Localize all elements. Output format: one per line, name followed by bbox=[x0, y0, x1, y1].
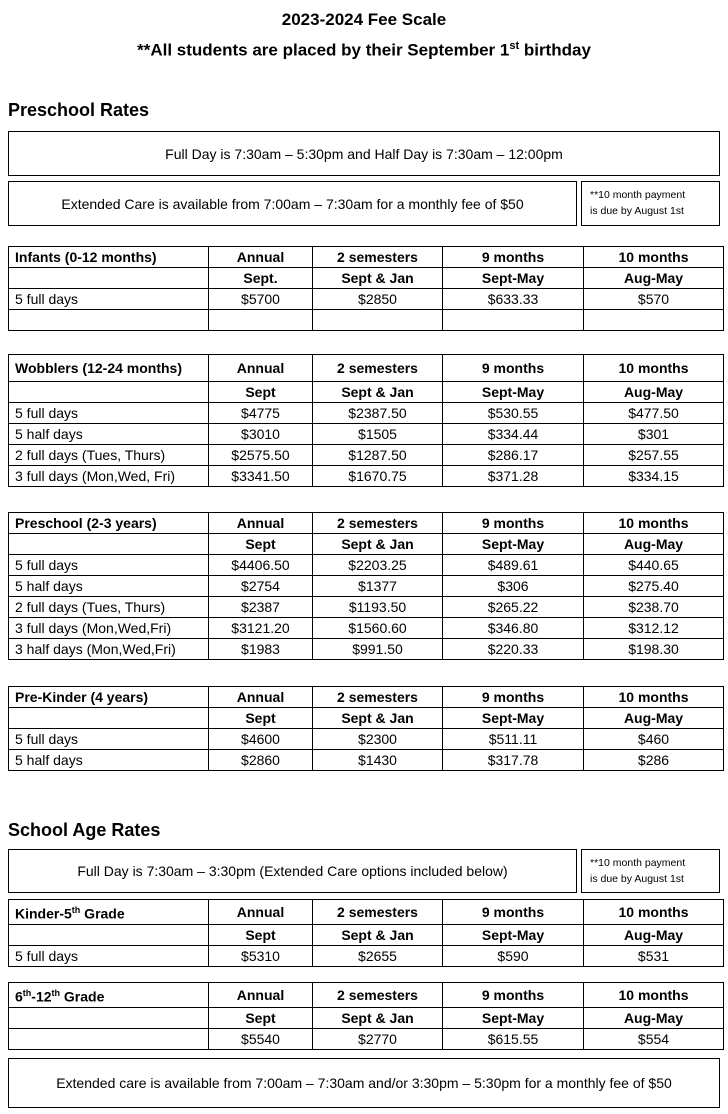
subheader-sept-jan: Sept & Jan bbox=[313, 924, 443, 945]
cell-10-months: $554 bbox=[584, 1028, 724, 1049]
cell-10-months: $312.12 bbox=[584, 618, 724, 639]
subheader-sept: Sept bbox=[209, 534, 313, 555]
cell-annual: $4600 bbox=[209, 729, 313, 750]
header-9-months: 9 months bbox=[443, 900, 584, 925]
cell-annual: $3341.50 bbox=[209, 466, 313, 487]
cell-semesters: $2655 bbox=[313, 945, 443, 966]
subtitle-text: **All students are placed by their September 1 bbox=[137, 40, 510, 60]
table-row bbox=[9, 945, 724, 966]
cell-annual: $2575.50 bbox=[209, 445, 313, 466]
subheader-sept: Sept bbox=[209, 382, 313, 403]
grade-6-12-label bbox=[9, 983, 209, 1008]
prekinder-label: Pre-Kinder (4 years) bbox=[9, 687, 209, 708]
subheader-aug-may: Aug-May bbox=[584, 1007, 724, 1028]
header-10-months: 10 months bbox=[584, 687, 724, 708]
cell-9-months: $371.28 bbox=[443, 466, 584, 487]
subheader-sept-jan: Sept & Jan bbox=[313, 1007, 443, 1028]
label-text-end: Grade bbox=[80, 905, 125, 922]
header-annual: Annual bbox=[209, 900, 313, 925]
row-label: 3 full days (Mon,Wed, Fri) bbox=[9, 466, 209, 487]
cell-semesters: $1505 bbox=[313, 424, 443, 445]
subheader-aug-may: Aug-May bbox=[584, 534, 724, 555]
prekinder-table bbox=[8, 686, 724, 771]
label-sup: th bbox=[22, 988, 32, 998]
cell-10-months: $198.30 bbox=[584, 639, 724, 660]
header-10-months: 10 months bbox=[584, 355, 724, 382]
cell-annual: $1983 bbox=[209, 639, 313, 660]
cell-annual: $2860 bbox=[209, 750, 313, 771]
table-subheader-row bbox=[9, 534, 724, 555]
header-9-months: 9 months bbox=[443, 247, 584, 268]
cell-semesters: $1287.50 bbox=[313, 445, 443, 466]
table-row bbox=[9, 729, 724, 750]
cell-9-months: $346.80 bbox=[443, 618, 584, 639]
cell-9-months: $334.44 bbox=[443, 424, 584, 445]
subheader-sept-jan: Sept & Jan bbox=[313, 534, 443, 555]
extended-care-box: Extended Care is available from 7:00am – 7:30am for a monthly fee of $50 bbox=[8, 181, 577, 226]
row-label: 5 half days bbox=[9, 424, 209, 445]
table-row bbox=[9, 466, 724, 487]
cell-9-months: $489.61 bbox=[443, 555, 584, 576]
subheader-sept-may: Sept-May bbox=[443, 534, 584, 555]
header-semesters: 2 semesters bbox=[313, 247, 443, 268]
subheader-sept: Sept bbox=[209, 708, 313, 729]
header-9-months: 9 months bbox=[443, 687, 584, 708]
subheader-sept-may: Sept-May bbox=[443, 268, 584, 289]
row-label bbox=[9, 1028, 209, 1049]
cell-annual: $2387 bbox=[209, 597, 313, 618]
table-row bbox=[9, 750, 724, 771]
cell-semesters: $2300 bbox=[313, 729, 443, 750]
cell-annual: $4775 bbox=[209, 403, 313, 424]
preschool-2-3-label: Preschool (2-3 years) bbox=[9, 513, 209, 534]
subheader-sept-may: Sept-May bbox=[443, 708, 584, 729]
table-subheader-row bbox=[9, 1007, 724, 1028]
school-age-heading: School Age Rates bbox=[8, 820, 161, 840]
table-row-empty bbox=[9, 310, 724, 331]
subheader-aug-may: Aug-May bbox=[584, 708, 724, 729]
row-label: 2 full days (Tues, Thurs) bbox=[9, 445, 209, 466]
subheader-sept-may: Sept-May bbox=[443, 1007, 584, 1028]
cell-annual: $3121.20 bbox=[209, 618, 313, 639]
cell-10-months: $460 bbox=[584, 729, 724, 750]
header-annual: Annual bbox=[209, 687, 313, 708]
preschool-heading: Preschool Rates bbox=[8, 100, 150, 120]
table-header-row bbox=[9, 900, 724, 925]
label-sup: th bbox=[51, 988, 61, 998]
school-age-note-box bbox=[581, 849, 720, 893]
cell-semesters: $1377 bbox=[313, 576, 443, 597]
subtitle-text-end: birthday bbox=[519, 40, 591, 60]
cell-semesters: $1430 bbox=[313, 750, 443, 771]
cell-10-months: $301 bbox=[584, 424, 724, 445]
cell-9-months: $317.78 bbox=[443, 750, 584, 771]
cell-10-months: $334.15 bbox=[584, 466, 724, 487]
row-label: 3 half days (Mon,Wed,Fri) bbox=[9, 639, 209, 660]
note-line-2: is due by August 1st bbox=[590, 205, 684, 217]
cell-9-months: $615.55 bbox=[443, 1028, 584, 1049]
header-9-months: 9 months bbox=[443, 355, 584, 382]
school-age-hours-box: Full Day is 7:30am – 3:30pm (Extended Care options included below) bbox=[8, 849, 577, 893]
row-label: 5 full days bbox=[9, 555, 209, 576]
subheader-sept: Sept bbox=[209, 1007, 313, 1028]
subheader-sept: Sept bbox=[209, 924, 313, 945]
note-line-1: **10 month payment bbox=[590, 857, 686, 869]
payment-note-box bbox=[581, 181, 720, 226]
cell-10-months: $531 bbox=[584, 945, 724, 966]
row-label: 5 half days bbox=[9, 750, 209, 771]
table-subheader-row bbox=[9, 382, 724, 403]
row-label: 5 full days bbox=[9, 729, 209, 750]
subheader-sept-jan: Sept & Jan bbox=[313, 708, 443, 729]
cell-annual: $5540 bbox=[209, 1028, 313, 1049]
cell-10-months: $286 bbox=[584, 750, 724, 771]
table-subheader-row bbox=[9, 268, 724, 289]
cell-10-months: $570 bbox=[584, 289, 724, 310]
table-row bbox=[9, 576, 724, 597]
cell-10-months: $440.65 bbox=[584, 555, 724, 576]
header-semesters: 2 semesters bbox=[313, 687, 443, 708]
subheader-sept-jan: Sept & Jan bbox=[313, 382, 443, 403]
cell-semesters: $2203.25 bbox=[313, 555, 443, 576]
row-label: 3 full days (Mon,Wed,Fri) bbox=[9, 618, 209, 639]
subheader-aug-may: Aug-May bbox=[584, 268, 724, 289]
row-label: 5 full days bbox=[9, 403, 209, 424]
cell-semesters: $2387.50 bbox=[313, 403, 443, 424]
header-annual: Annual bbox=[209, 983, 313, 1008]
wobblers-table bbox=[8, 354, 724, 487]
header-semesters: 2 semesters bbox=[313, 983, 443, 1008]
header-10-months: 10 months bbox=[584, 513, 724, 534]
table-row bbox=[9, 618, 724, 639]
cell-9-months: $633.33 bbox=[443, 289, 584, 310]
header-10-months: 10 months bbox=[584, 247, 724, 268]
cell-annual: $3010 bbox=[209, 424, 313, 445]
preschool-hours-box: Full Day is 7:30am – 5:30pm and Half Day is 7:30am – 12:00pm bbox=[8, 131, 720, 176]
preschool-2-3-table bbox=[8, 512, 724, 660]
subheader-aug-may: Aug-May bbox=[584, 924, 724, 945]
row-label: 5 full days bbox=[9, 945, 209, 966]
header-semesters: 2 semesters bbox=[313, 513, 443, 534]
table-subheader-row bbox=[9, 708, 724, 729]
table-row bbox=[9, 555, 724, 576]
label-text-end: Grade bbox=[60, 988, 105, 1005]
cell-annual: $5700 bbox=[209, 289, 313, 310]
cell-semesters: $1670.75 bbox=[313, 466, 443, 487]
table-subheader-row bbox=[9, 924, 724, 945]
cell-9-months: $530.55 bbox=[443, 403, 584, 424]
label-sup: th bbox=[71, 905, 81, 915]
row-label: 5 half days bbox=[9, 576, 209, 597]
cell-10-months: $477.50 bbox=[584, 403, 724, 424]
label-text: Kinder-5 bbox=[15, 905, 72, 922]
header-9-months: 9 months bbox=[443, 513, 584, 534]
table-header-row bbox=[9, 687, 724, 708]
table-row bbox=[9, 1028, 724, 1049]
table-header-row bbox=[9, 355, 724, 382]
row-label: 5 full days bbox=[9, 289, 209, 310]
cell-annual: $5310 bbox=[209, 945, 313, 966]
infants-table bbox=[8, 246, 724, 331]
cell-9-months: $220.33 bbox=[443, 639, 584, 660]
table-row bbox=[9, 403, 724, 424]
grade-6-12-table bbox=[8, 982, 724, 1050]
wobblers-label: Wobblers (12-24 months) bbox=[9, 355, 209, 382]
header-annual: Annual bbox=[209, 247, 313, 268]
note-line-2: is due by August 1st bbox=[590, 873, 684, 885]
subheader-sept-jan: Sept & Jan bbox=[313, 268, 443, 289]
table-row bbox=[9, 424, 724, 445]
cell-semesters: $2770 bbox=[313, 1028, 443, 1049]
label-text: -12 bbox=[31, 988, 52, 1005]
kinder-5th-label bbox=[9, 900, 209, 925]
row-label: 2 full days (Tues, Thurs) bbox=[9, 597, 209, 618]
cell-semesters: $1560.60 bbox=[313, 618, 443, 639]
cell-9-months: $306 bbox=[443, 576, 584, 597]
table-row bbox=[9, 639, 724, 660]
page-title: 2023-2024 Fee Scale bbox=[281, 10, 447, 29]
subheader-sept-may: Sept-May bbox=[443, 382, 584, 403]
subheader-aug-may: Aug-May bbox=[584, 382, 724, 403]
cell-10-months: $257.55 bbox=[584, 445, 724, 466]
cell-annual: $2754 bbox=[209, 576, 313, 597]
subtitle-sup: st bbox=[509, 40, 520, 52]
subheader-sept: Sept. bbox=[209, 268, 313, 289]
page-subtitle bbox=[0, 40, 728, 61]
cell-9-months: $590 bbox=[443, 945, 584, 966]
table-row bbox=[9, 445, 724, 466]
infants-label: Infants (0-12 months) bbox=[9, 247, 209, 268]
header-10-months: 10 months bbox=[584, 983, 724, 1008]
cell-semesters: $991.50 bbox=[313, 639, 443, 660]
cell-10-months: $238.70 bbox=[584, 597, 724, 618]
cell-9-months: $286.17 bbox=[443, 445, 584, 466]
cell-9-months: $265.22 bbox=[443, 597, 584, 618]
header-annual: Annual bbox=[209, 513, 313, 534]
footer-extended-care-box: Extended care is available from 7:00am – 7:30am and/or 3:30pm – 5:30pm for a monthly fee of $50 bbox=[8, 1058, 720, 1108]
cell-annual: $4406.50 bbox=[209, 555, 313, 576]
cell-semesters: $2850 bbox=[313, 289, 443, 310]
label-text: 6 bbox=[15, 988, 23, 1005]
header-annual: Annual bbox=[209, 355, 313, 382]
note-line-1: **10 month payment bbox=[590, 189, 686, 201]
table-row bbox=[9, 289, 724, 310]
table-header-row bbox=[9, 983, 724, 1008]
header-semesters: 2 semesters bbox=[313, 900, 443, 925]
table-header-row bbox=[9, 247, 724, 268]
subheader-sept-may: Sept-May bbox=[443, 924, 584, 945]
kinder-5th-table bbox=[8, 899, 724, 967]
header-10-months: 10 months bbox=[584, 900, 724, 925]
header-semesters: 2 semesters bbox=[313, 355, 443, 382]
table-row bbox=[9, 597, 724, 618]
table-header-row bbox=[9, 513, 724, 534]
cell-9-months: $511.11 bbox=[443, 729, 584, 750]
cell-semesters: $1193.50 bbox=[313, 597, 443, 618]
header-9-months: 9 months bbox=[443, 983, 584, 1008]
cell-10-months: $275.40 bbox=[584, 576, 724, 597]
